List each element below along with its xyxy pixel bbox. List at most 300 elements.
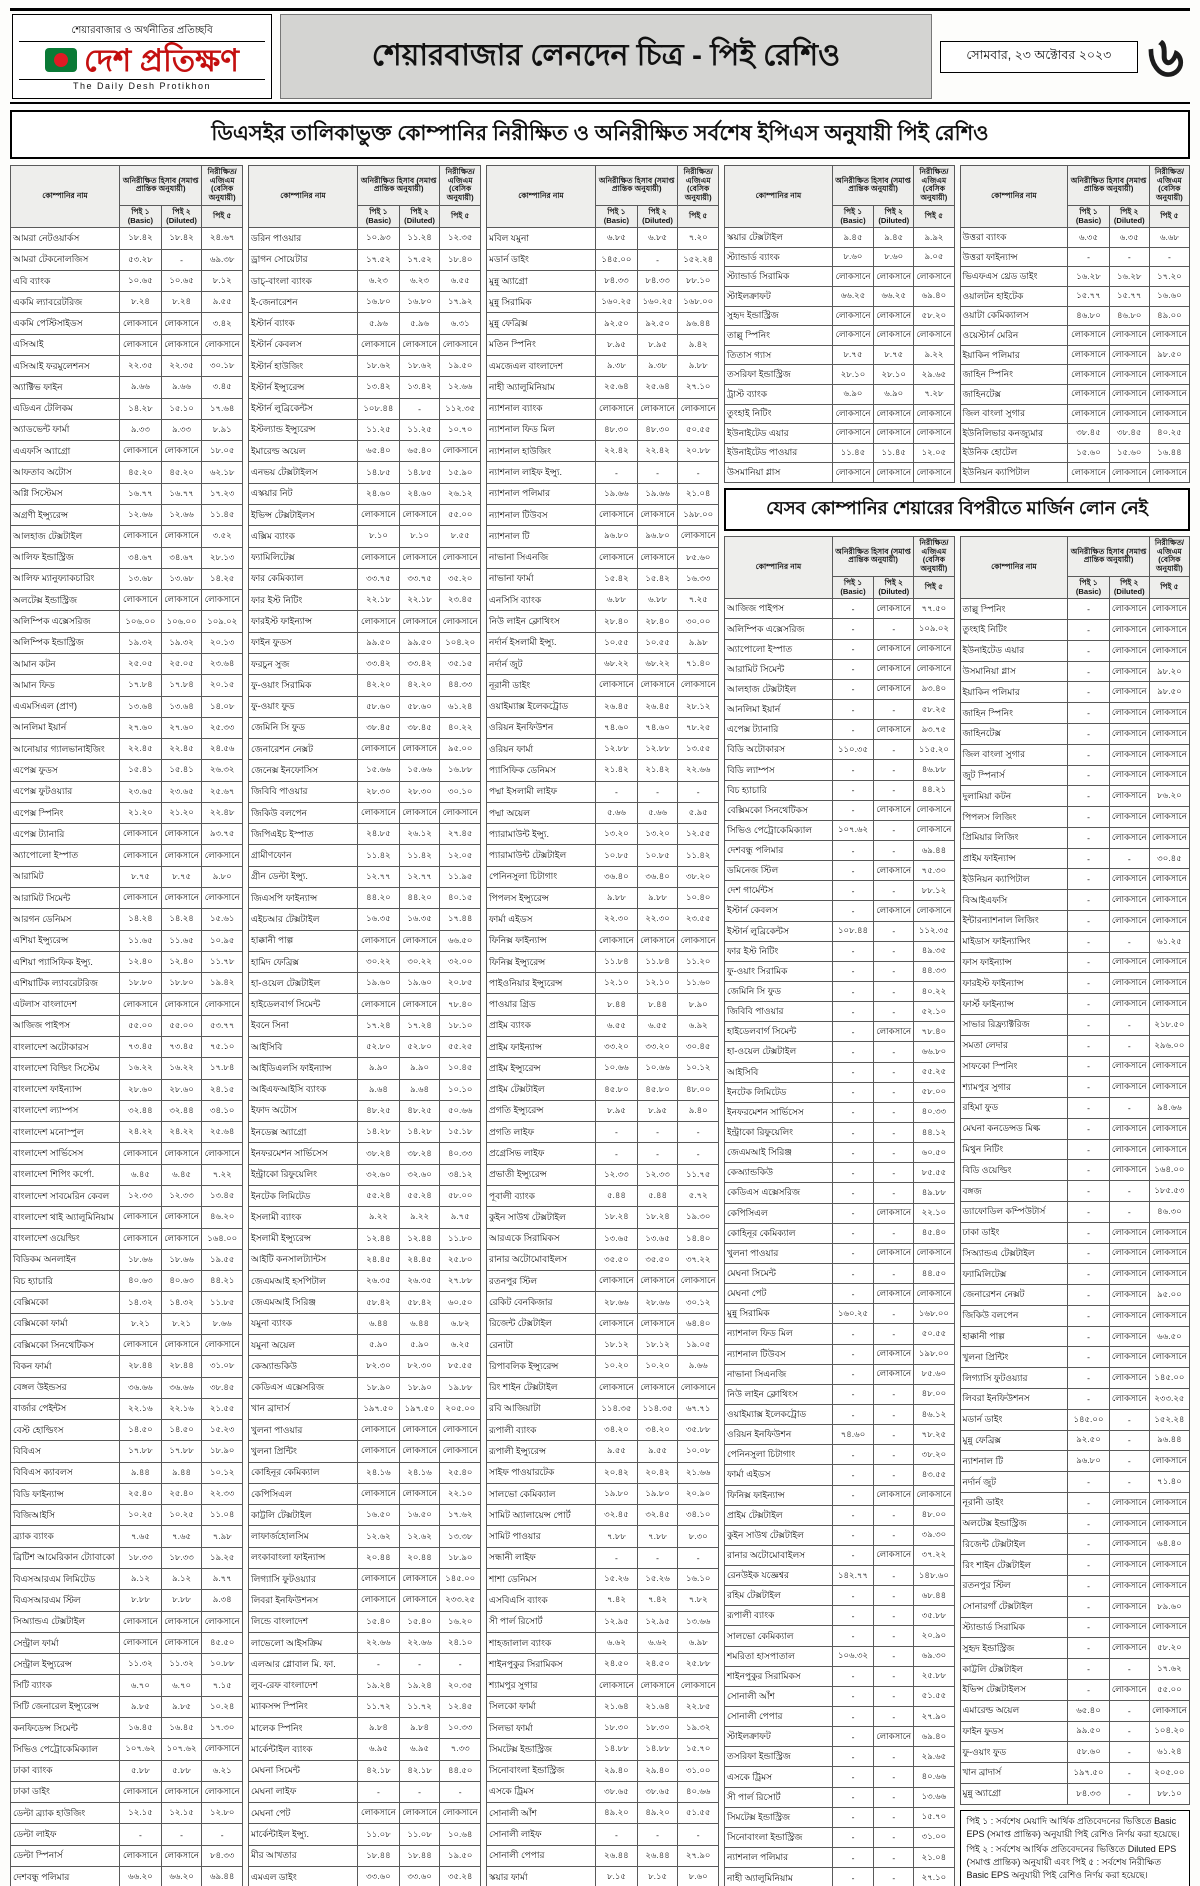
pe-value: ১২.৯৫ (637, 1611, 678, 1632)
pe-value: লোকসানে (874, 720, 914, 740)
pe-value: ৭.৮২ (678, 1590, 719, 1611)
table-row (249, 760, 481, 781)
pe-value: ৭১.৪০ (1149, 1472, 1189, 1493)
main-heading: ডিএসইর তালিকাভুক্ত কোম্পানির নিরীক্ষিত ও অনিরীক্ষিত সর্বশেষ ইপিএস অনুযায়ী পিই রেশিও (10, 110, 1190, 159)
flag-icon (45, 48, 77, 72)
company-name: প্রাইম ব্যাংক (487, 1015, 596, 1036)
company-name: ইনটেক লিমিটেড (725, 1082, 833, 1102)
table-row (725, 1686, 955, 1706)
table-row (11, 1696, 243, 1717)
table-row (11, 717, 243, 738)
pe-value: ৩৫.৮৮ (678, 1420, 719, 1441)
table-row (725, 1002, 955, 1022)
pe-value: ১৪.৩২ (120, 1292, 162, 1313)
table-row (11, 1185, 243, 1206)
pe-value: ৫৮.০০ (914, 1082, 954, 1102)
table-row (960, 599, 1190, 620)
pe-value: ৪৪.১২ (914, 1122, 954, 1142)
table-row (249, 1164, 481, 1185)
company-name: আইএফআইসি ব্যাংক (249, 1079, 358, 1100)
pe-value: - (874, 1425, 914, 1445)
pe-value: ১১.৮০ (440, 1228, 481, 1249)
company-name: নিউ লাইন ক্লোথিংস (487, 611, 596, 632)
pe-value: লোকসানে (161, 1334, 202, 1355)
table-row (11, 781, 243, 802)
table-row (487, 547, 719, 568)
pe-value: - (874, 881, 914, 901)
company-name: স্ট্যান্ডার্ড ব্যাংক (725, 247, 833, 267)
pe-value: - (832, 901, 873, 921)
col-header-pe2: পিই ২ (Diluted) (874, 205, 914, 227)
pe-value: ২৭.১০ (914, 1868, 954, 1886)
company-name: হাইডেলবার্গ সিমেন্ট (725, 1022, 833, 1042)
company-name: তুংহাই নিটিং (960, 620, 1068, 641)
pe-value: লোকসানে (1149, 599, 1189, 620)
table-row (960, 1638, 1190, 1659)
table-row (960, 306, 1190, 326)
pe-value: ১৫.৪০ (399, 1611, 440, 1632)
pe-value: ১৯৭.৫০ (399, 1398, 440, 1419)
table-row (11, 334, 243, 355)
company-name: এশিয়াটিক ল্যাবরেটরিজ (11, 973, 120, 994)
col-header-pe2: পিই ২ (Diluted) (637, 205, 678, 227)
company-name: গ্রামীণফোন (249, 845, 358, 866)
pe-value: - (1068, 1077, 1109, 1098)
table-row (960, 869, 1190, 890)
table-row (249, 526, 481, 547)
pe-value: ১৬.২০ (440, 1611, 481, 1632)
company-name: ফরচুন সুজ (249, 653, 358, 674)
pe-value: ৮.৯৫ (596, 1100, 638, 1121)
pe-value: লোকসানে (874, 463, 914, 483)
pe-value: ৪৮.২৫ (358, 1100, 400, 1121)
table-row (725, 1243, 955, 1263)
table-row (960, 443, 1190, 463)
table-row (725, 424, 955, 444)
pe-value: ৮.৯১ (202, 419, 243, 440)
company-name: ইস্টল্যান্ড ইন্স্যুরেন্স (249, 419, 358, 440)
table-row (11, 909, 243, 930)
table-row (249, 1718, 481, 1739)
pe-value: লোকসানে (120, 824, 162, 845)
pe-value: ১৫.৬০ (1109, 443, 1149, 463)
pe-value: ৪৫.৫০ (202, 1632, 243, 1653)
company-name: পাওয়ার গ্রিড (487, 994, 596, 1015)
table-row (960, 1389, 1190, 1410)
footnote-box (960, 1810, 1191, 1886)
company-name: এবি ব্যাংক (11, 270, 120, 291)
table-row (249, 1866, 481, 1886)
company-name: জেনারেশন নেক্সট (249, 739, 358, 760)
pe-value: - (678, 1122, 719, 1143)
pe-value: ৬.৬২ (637, 1632, 678, 1653)
col-header-pe5: পিই ৫ (914, 205, 954, 227)
pe-value: ২২.৩০ (637, 909, 678, 930)
col-header-pe1: পিই ১ (Basic) (596, 205, 638, 227)
pe-value: ১৮.৬২ (358, 356, 400, 377)
pe-value: ৯৫.০০ (1149, 1285, 1189, 1306)
pe-value: ৩৩.২০ (596, 1037, 638, 1058)
col-header-pe2: পিই ২ (Diluted) (1109, 205, 1149, 227)
pe-value: ৯.৮৮ (637, 888, 678, 909)
company-name: মেঘনা সিমেন্ট (249, 1760, 358, 1781)
pe-value: লোকসানে (596, 1271, 638, 1292)
pe-value: - (1109, 931, 1149, 952)
company-name: কেঅ্যান্ডকিউ (725, 1163, 833, 1183)
pe-value: ৭.৬৫ (120, 1526, 162, 1547)
table-row (725, 1364, 955, 1384)
pe-value: লোকসানে (120, 994, 162, 1015)
pe-value: লোকসানে (358, 930, 400, 951)
table-row (725, 1606, 955, 1626)
pe-value: লোকসানে (1149, 1222, 1189, 1243)
pe-value: - (874, 1566, 914, 1586)
pe-value: - (1068, 1285, 1109, 1306)
company-name: ইউনাইটেড এয়ার (725, 424, 833, 444)
pe-value: লোকসানে (914, 326, 954, 346)
company-name: সুহৃদ ইন্ডাস্ট্রিজ (960, 1638, 1068, 1659)
pe-value: ২৩.৬৫ (120, 781, 162, 802)
company-name: অগ্নি সিস্টেমস (11, 483, 120, 504)
pe-value: - (874, 1747, 914, 1767)
pe-value: ২৬.৩২ (202, 760, 243, 781)
pe-value: - (832, 1243, 873, 1263)
pe-value: লোকসানে (874, 800, 914, 820)
table-row (11, 1143, 243, 1164)
pe-value: ১২.৪০ (120, 951, 162, 972)
company-name: বাংলাদেশ মনোস্পুল (11, 1122, 120, 1143)
table-row (249, 1611, 481, 1632)
pe-value: ১৫.৪০ (358, 1611, 400, 1632)
pe-value: ১৮.৮০ (161, 973, 202, 994)
pe-value: ৪০.২২ (914, 981, 954, 1001)
table-row (725, 1525, 955, 1545)
table-row (249, 1100, 481, 1121)
company-name: ই-জেনারেশন (249, 292, 358, 313)
pe-value: ১০.৫৫ (637, 632, 678, 653)
pe-value: ১২.৬২ (358, 1526, 400, 1547)
company-name: উত্তরা ব্যাংক (960, 228, 1068, 248)
pe-value: ৮.৭৫ (874, 345, 914, 365)
pe-table (486, 165, 719, 1886)
table-row (725, 1143, 955, 1163)
table-row (11, 1441, 243, 1462)
pe-value: ১২.৬৬ (161, 504, 202, 525)
pe-value: ১৯৭.৫০ (1068, 1763, 1109, 1784)
col-header-pe1: পিই ১ (Basic) (358, 205, 400, 227)
pe-value: - (832, 1203, 873, 1223)
table-row (487, 951, 719, 972)
pe-value: লোকসানে (399, 930, 440, 951)
pe-value: ৩০.৪৫ (678, 1037, 719, 1058)
company-name: কোহিনূর কেমিক্যাল (249, 1462, 358, 1483)
newspaper-logo: দেশ প্রতিক্ষণ (84, 42, 239, 78)
pe-value: লোকসানে (358, 1803, 400, 1824)
table-row (487, 611, 719, 632)
pe-value: - (1068, 1368, 1109, 1389)
pe-value: ১৬.৮০ (399, 292, 440, 313)
company-name: বাংলাদেশ সাবমেরিন কেবল (11, 1185, 120, 1206)
table-row (960, 1472, 1190, 1493)
pe-value: - (832, 1364, 873, 1384)
table-row (249, 739, 481, 760)
pe-value: ৯.৯০ (399, 1058, 440, 1079)
pe-value: ৬৫.৪০ (358, 441, 400, 462)
pe-value: ৪৮.৩০ (637, 419, 678, 440)
company-name: স্ট্যান্ডার্ড সিরামিক (960, 1617, 1068, 1638)
company-name: ওয়াইম্যাক্স ইলেকট্রোড (725, 1404, 833, 1424)
company-name: সোনালী পেপার (725, 1707, 833, 1727)
pe-value: লোকসানে (914, 424, 954, 444)
page-title: শেয়ারবাজার লেনদেন চিত্র - পিই রেশিও (280, 14, 932, 99)
company-name: নিউ লাইন ক্লোথিংস (725, 1384, 833, 1404)
pe-value: ৩২.৪৫ (596, 1505, 638, 1526)
company-name: এএফসি অ্যাগ্রো (11, 441, 120, 462)
pe-value: ৯.২২ (914, 345, 954, 365)
pe-value: ৮.১০ (358, 526, 400, 547)
company-name: বিবিএস ক্যাবলস (11, 1462, 120, 1483)
company-name: এসকে ট্রিমস (725, 1767, 833, 1787)
table-row (11, 1547, 243, 1568)
pe-value: ৫৫.২৫ (914, 1062, 954, 1082)
table-row (11, 547, 243, 568)
table-row (725, 247, 955, 267)
table-row (725, 961, 955, 981)
table-row (725, 404, 955, 424)
pe-value: ২০.৪৪ (399, 1547, 440, 1568)
col-header-pe1: পিই ১ (Basic) (832, 205, 873, 227)
table-row (487, 1632, 719, 1653)
pe-value: ১০৬.০০ (161, 611, 202, 632)
pe-value: লোকসানে (1109, 1118, 1149, 1139)
pe-value: লোকসানে (161, 888, 202, 909)
company-name: ইবনে সিনা (249, 1015, 358, 1036)
pe-value: লোকসানে (202, 994, 243, 1015)
pe-value: ৪২.১৮ (399, 1760, 440, 1781)
pe-value: ১৪.০৮ (202, 696, 243, 717)
pe-value: ৫০.৬৬ (440, 1100, 481, 1121)
pe-value: লোকসানে (358, 1569, 400, 1590)
pe-value: - (1068, 1513, 1109, 1534)
pe-value: ৪৪.৫০ (914, 1263, 954, 1283)
pe-value: ১০.৫৫ (596, 632, 638, 653)
pe-value: ১০.১০ (440, 1079, 481, 1100)
pe-value: - (1149, 247, 1189, 267)
company-name: ইভিন্স টেক্সটাইলস (249, 504, 358, 525)
col-header-pe2: পিই ২ (Diluted) (161, 205, 202, 227)
pe-value: - (832, 1727, 873, 1747)
company-name: পিপলস লিজিং (960, 807, 1068, 828)
pe-value: লোকসানে (1109, 1285, 1149, 1306)
table-header (960, 537, 1190, 599)
pe-value: - (832, 1143, 873, 1163)
table-row (725, 1324, 955, 1344)
pe-value: ৯.৮৮ (678, 356, 719, 377)
pe-value: ৩৮.২৪ (399, 1143, 440, 1164)
table-row (960, 1098, 1190, 1119)
company-name: মাইডাস ফাইন্যান্সিং (960, 931, 1068, 952)
company-name: ঢাকা ব্যাংক (11, 1760, 120, 1781)
table-row (487, 1164, 719, 1185)
pe-value: ৪৫.৮০ (637, 1079, 678, 1100)
pe-value: ১৮.৪২ (120, 228, 162, 249)
table-row (487, 696, 719, 717)
pe-value: ১১৫.২০ (914, 740, 954, 760)
pe-value: লোকসানে (161, 1845, 202, 1866)
table-row (11, 1207, 243, 1228)
pe-value: ৬.২১ (202, 1760, 243, 1781)
pe-value: লোকসানে (202, 1781, 243, 1802)
company-name: তাল্লু স্পিনিং (960, 599, 1068, 620)
pe-value: ৫.৯০ (399, 1334, 440, 1355)
table-row (960, 1451, 1190, 1472)
pe-column-1 (10, 165, 243, 1886)
pe-value: ২২.৪২ (596, 441, 638, 462)
company-name: সোনালী পেপার (487, 1845, 596, 1866)
table-row (725, 1848, 955, 1868)
table-row (249, 1547, 481, 1568)
pe-value: ২৭.৪৫ (440, 824, 481, 845)
table-row (487, 1547, 719, 1568)
pe-value: ৮.৯৫ (637, 1100, 678, 1121)
company-name: এমজেএল বাংলাদেশ (487, 356, 596, 377)
pe-value: ২৮.৬০ (120, 1079, 162, 1100)
col-header-pe5: পিই ৫ (202, 205, 243, 227)
pe-value: - (1068, 1243, 1109, 1264)
company-name: উত্তরা ফাইন্যান্স (960, 247, 1068, 267)
pe-value: লোকসানে (1149, 463, 1189, 483)
pe-value: ৯.৮০ (202, 866, 243, 887)
pe-value: - (1068, 1201, 1109, 1222)
company-name: রতনপুর স্টিল (960, 1576, 1068, 1597)
table-row (960, 1347, 1190, 1368)
pe-value: ২৩৩.২৫ (440, 1590, 481, 1611)
company-name: লিগ্যাসি ফুটওয়্যার (249, 1569, 358, 1590)
company-name: জিকিউ বলপেন (960, 1305, 1068, 1326)
pe-value: - (161, 1824, 202, 1845)
pe-value: ১০.৯৩ (358, 228, 400, 249)
pe-value: - (596, 1547, 638, 1568)
pe-value: - (874, 941, 914, 961)
pe-value: ৯.৬৬ (678, 1356, 719, 1377)
table-row (249, 377, 481, 398)
pe-value: ৪৬.৮০ (1068, 306, 1109, 326)
company-name: মুন্নু সিরামিক (725, 1304, 833, 1324)
pe-value: ৮.৯০ (678, 994, 719, 1015)
pe-value: ১৭.৯২ (440, 292, 481, 313)
company-name: ডাচ্-বাংলা ব্যাংক (249, 270, 358, 291)
pe-value: ১৩.৩৮ (440, 1526, 481, 1547)
pe-value: লোকসানে (161, 845, 202, 866)
pe-value: ১০.৩৩ (440, 1718, 481, 1739)
table-row (11, 1228, 243, 1249)
pe-value: লোকসানে (1149, 765, 1189, 786)
pe-value: ৯৫.০০ (440, 739, 481, 760)
pe-value: ১০৭.৬২ (120, 1739, 162, 1760)
company-name: ইফাদ অটোস (249, 1100, 358, 1121)
pe-value: ৯৬.৮০ (1068, 1451, 1109, 1472)
pe-value: ১১.৬৫ (120, 930, 162, 951)
pe-value: - (832, 599, 873, 619)
pe-value: ১০.১২ (202, 1462, 243, 1483)
company-name: ইউনাইটেড পাওয়ার (725, 443, 833, 463)
pe-value: ১১.৬০ (678, 973, 719, 994)
table-row (249, 313, 481, 334)
pe-value: ২৯৬.০০ (1149, 1035, 1189, 1056)
pe-value: লোকসানে (914, 639, 954, 659)
company-name: কেপিসিএল (249, 1483, 358, 1504)
col-header-pe1: পিই ১ (Basic) (120, 205, 162, 227)
company-name: সিভিও পেট্রোকেমিক্যাল (11, 1739, 120, 1760)
pe-value: ৯.৪৫ (832, 228, 873, 248)
pe-value: লোকসানে (202, 334, 243, 355)
pe-value: ৩৪.১০ (202, 1100, 243, 1121)
pe-value: - (399, 1654, 440, 1675)
pe-value: ২৪.৫০ (596, 1654, 638, 1675)
pe-value: - (637, 1824, 678, 1845)
pe-value: ৬.৪৫ (120, 1164, 162, 1185)
pe-value: লোকসানে (1149, 1555, 1189, 1576)
pe-value: ২০৫.০০ (440, 1398, 481, 1419)
pe-value: লোকসানে (678, 675, 719, 696)
company-name: ইসলামী ইন্স্যুরেন্স (249, 1228, 358, 1249)
pe-value: ১৬.২২ (161, 1058, 202, 1079)
table-row (249, 696, 481, 717)
company-name: সিভিও পেট্রোকেমিক্যাল (725, 820, 833, 840)
pe-value: ১৭.৬২ (1149, 1659, 1189, 1680)
pe-value: ৩৪.২০ (637, 1420, 678, 1441)
pe-value: ৩৫.২০ (440, 568, 481, 589)
pe-value: ১৫.২৬ (637, 1569, 678, 1590)
company-name: বিকন ফার্মা (11, 1356, 120, 1377)
pe-value: লোকসানে (1109, 1305, 1149, 1326)
pe-value: ৭.১৫ (202, 1675, 243, 1696)
table-row (725, 1868, 955, 1886)
pe-value: ৮৪.৩৩ (1068, 1783, 1109, 1804)
pe-value: লোকসানে (1149, 807, 1189, 828)
pe-value: ১৭.৮৪ (161, 675, 202, 696)
table-row (249, 1207, 481, 1228)
pe-value: ৯.৩৪ (202, 1590, 243, 1611)
company-name: রানার অটোমোবাইলস (725, 1545, 833, 1565)
pe-value: লোকসানে (120, 1781, 162, 1802)
pe-value: ৬.৯২ (678, 1015, 719, 1036)
pe-value: লোকসানে (637, 398, 678, 419)
pe-value: লোকসানে (399, 1483, 440, 1504)
company-name: জুট স্পিনার্স (960, 765, 1068, 786)
company-name: জাহিনটেক্স (960, 724, 1068, 745)
pe-value: ১৮.০৫ (202, 441, 243, 462)
table-row (487, 1654, 719, 1675)
pe-value: ৯২.৫০ (1068, 1430, 1109, 1451)
pe-value: ৯৯.৫০ (1068, 1721, 1109, 1742)
col-header-pe2: পিই ২ (Diluted) (399, 205, 440, 227)
pe-value: ২০.৩৫ (440, 1675, 481, 1696)
table-row (725, 1304, 955, 1324)
table-row (249, 1483, 481, 1504)
pe-value: ২২.১০ (914, 1203, 954, 1223)
company-name: যমুনা অয়েল (249, 1334, 358, 1355)
pe-value: - (832, 1163, 873, 1183)
pe-value: - (1068, 703, 1109, 724)
col-header-audited: নিরীক্ষিত/এজিএম (বেসিক অনুযায়ী) (1149, 166, 1189, 206)
pe-value: ৬.৩১ (440, 313, 481, 334)
pe-value: লোকসানে (161, 1143, 202, 1164)
table-row (960, 1305, 1190, 1326)
pe-value: লোকসানে (1149, 724, 1189, 745)
pe-value: ৩২.৬০ (399, 1164, 440, 1185)
table-row (249, 973, 481, 994)
